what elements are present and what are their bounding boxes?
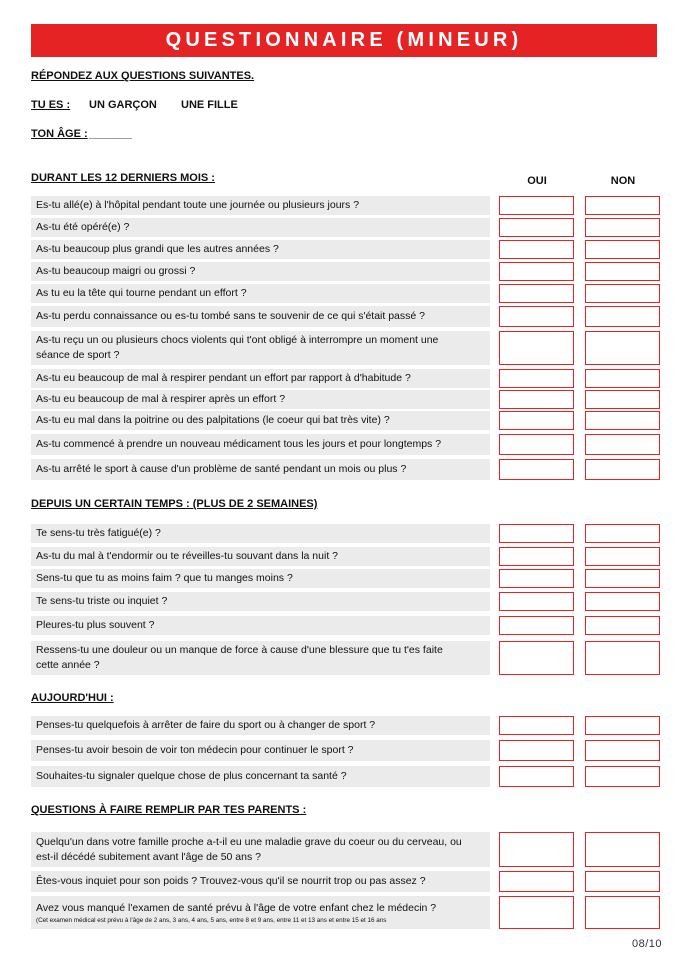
answer-no-checkbox[interactable] <box>585 196 660 215</box>
answer-yes-checkbox[interactable] <box>499 547 574 566</box>
answer-yes-checkbox[interactable] <box>499 459 574 480</box>
question-row: Te sens-tu triste ou inquiet ? <box>31 592 490 611</box>
answer-yes-checkbox[interactable] <box>499 832 574 867</box>
instructions-heading: RÉPONDEZ AUX QUESTIONS SUIVANTES. <box>31 70 255 82</box>
answer-yes-checkbox[interactable] <box>499 569 574 588</box>
question-row: Sens-tu que tu as moins faim ? que tu manges moins ? <box>31 569 490 588</box>
question-row: As-tu eu beaucoup de mal à respirer pendant un effort par rapport à d'habitude ? <box>31 369 490 388</box>
question-row: As-tu beaucoup plus grandi que les autres années ? <box>31 240 490 259</box>
question-row: Te sens-tu très fatigué(e) ? <box>31 524 490 543</box>
section-heading-recent: DEPUIS UN CERTAIN TEMPS : (PLUS DE 2 SEMAINES) <box>31 498 318 510</box>
exam-note: (Cet examen médical est prévu à l'âge de 2 ans, 3 ans, 4 ans, 5 ans, entre 8 et 9 ans, entre 11 et 13 ans et entre 15 et 16 ans <box>36 916 387 924</box>
answer-yes-checkbox[interactable] <box>499 896 574 929</box>
question-row: Pleures-tu plus souvent ? <box>31 616 490 635</box>
age-label: TON ÂGE : <box>31 128 88 140</box>
question-row: Êtes-vous inquiet pour son poids ? Trouvez-vous qu'il se nourrit trop ou pas assez ? <box>31 871 490 892</box>
answer-yes-checkbox[interactable] <box>499 196 574 215</box>
answer-yes-checkbox[interactable] <box>499 766 574 787</box>
question-row: As-tu arrêté le sport à cause d'un problème de santé pendant un mois ou plus ? <box>31 459 490 480</box>
answer-no-checkbox[interactable] <box>585 871 660 892</box>
answer-yes-checkbox[interactable] <box>499 262 574 281</box>
answer-no-checkbox[interactable] <box>585 766 660 787</box>
gender-option-boy[interactable]: UN GARÇON <box>89 99 157 111</box>
gender-option-girl[interactable]: UNE FILLE <box>181 99 238 111</box>
answer-no-checkbox[interactable] <box>585 592 660 611</box>
answer-no-checkbox[interactable] <box>585 896 660 929</box>
answer-no-checkbox[interactable] <box>585 390 660 409</box>
answer-yes-checkbox[interactable] <box>499 434 574 455</box>
answer-no-checkbox[interactable] <box>585 240 660 259</box>
answer-yes-checkbox[interactable] <box>499 524 574 543</box>
question-row: Ressens-tu une douleur ou un manque de force à cause d'une blessure que tu t'es faite cette année ? <box>31 641 490 675</box>
question-row: As-tu reçu un ou plusieurs chocs violents qui t'ont obligé à interrompre un moment une séance de sport ? <box>31 331 490 365</box>
column-header-yes: OUI <box>527 175 547 187</box>
answer-no-checkbox[interactable] <box>585 716 660 735</box>
answer-no-checkbox[interactable] <box>585 740 660 761</box>
question-row: As-tu du mal à t'endormir ou te réveilles-tu souvant dans la nuit ? <box>31 547 490 566</box>
answer-no-checkbox[interactable] <box>585 434 660 455</box>
gender-label: TU ES : <box>31 99 71 111</box>
question-row: Avez vous manqué l'examen de santé prévu à l'âge de votre enfant chez le médecin ? (Cet examen médical est prévu à l'âge de 2 ans, 3 ans, 4 ans, 5 ans, entre 8 et 9 ans, entre 11 et 13 ans et entre 15 et 16 ans <box>31 896 490 929</box>
question-row: Souhaites-tu signaler quelque chose de plus concernant ta santé ? <box>31 766 490 787</box>
answer-yes-checkbox[interactable] <box>499 331 574 365</box>
age-field[interactable]: _______ <box>89 128 132 140</box>
answer-yes-checkbox[interactable] <box>499 218 574 237</box>
answer-yes-checkbox[interactable] <box>499 616 574 635</box>
question-row: As-tu été opéré(e) ? <box>31 218 490 237</box>
question-row: As tu eu la tête qui tourne pendant un effort ? <box>31 284 490 303</box>
answer-yes-checkbox[interactable] <box>499 411 574 430</box>
answer-yes-checkbox[interactable] <box>499 716 574 735</box>
answer-no-checkbox[interactable] <box>585 569 660 588</box>
answer-yes-checkbox[interactable] <box>499 740 574 761</box>
question-row: As-tu perdu connaissance ou es-tu tombé sans te souvenir de ce qui s'était passé ? <box>31 306 490 327</box>
section-heading-today: AUJOURD'HUI : <box>31 692 114 704</box>
column-header-no: NON <box>610 175 636 187</box>
section-heading-12-months: DURANT LES 12 DERNIERS MOIS : <box>31 172 215 184</box>
question-row: Es-tu allé(e) à l'hôpital pendant toute une journée ou plusieurs jours ? <box>31 196 490 215</box>
answer-yes-checkbox[interactable] <box>499 284 574 303</box>
answer-no-checkbox[interactable] <box>585 832 660 867</box>
answer-yes-checkbox[interactable] <box>499 390 574 409</box>
answer-no-checkbox[interactable] <box>585 459 660 480</box>
answer-no-checkbox[interactable] <box>585 547 660 566</box>
question-row: As-tu eu beaucoup de mal à respirer après un effort ? <box>31 390 490 409</box>
answer-no-checkbox[interactable] <box>585 524 660 543</box>
page-title: QUESTIONNAIRE (MINEUR) <box>165 29 523 51</box>
question-row: As-tu beaucoup maigri ou grossi ? <box>31 262 490 281</box>
answer-no-checkbox[interactable] <box>585 411 660 430</box>
answer-no-checkbox[interactable] <box>585 369 660 388</box>
title-banner <box>31 24 657 57</box>
page-number: 08/10 <box>631 938 662 950</box>
question-row: As-tu eu mal dans la poitrine ou des palpitations (le coeur qui bat très vite) ? <box>31 411 490 430</box>
answer-no-checkbox[interactable] <box>585 218 660 237</box>
answer-yes-checkbox[interactable] <box>499 871 574 892</box>
answer-no-checkbox[interactable] <box>585 641 660 675</box>
answer-yes-checkbox[interactable] <box>499 641 574 675</box>
question-row: Penses-tu quelquefois à arrêter de faire du sport ou à changer de sport ? <box>31 716 490 735</box>
answer-no-checkbox[interactable] <box>585 306 660 327</box>
answer-yes-checkbox[interactable] <box>499 306 574 327</box>
answer-yes-checkbox[interactable] <box>499 369 574 388</box>
answer-yes-checkbox[interactable] <box>499 592 574 611</box>
section-heading-parents: QUESTIONS À FAIRE REMPLIR PAR TES PARENTS : <box>31 804 307 816</box>
answer-yes-checkbox[interactable] <box>499 240 574 259</box>
question-row: As-tu commencé à prendre un nouveau médicament tous les jours et pour longtemps ? <box>31 434 490 455</box>
answer-no-checkbox[interactable] <box>585 331 660 365</box>
question-row: Penses-tu avoir besoin de voir ton médecin pour continuer le sport ? <box>31 740 490 761</box>
answer-no-checkbox[interactable] <box>585 262 660 281</box>
question-row: Quelqu'un dans votre famille proche a-t-il eu une maladie grave du coeur ou du cerveau, ou est-il décédé subitement avant l'âge de 50 ans ? <box>31 832 490 867</box>
answer-no-checkbox[interactable] <box>585 284 660 303</box>
answer-no-checkbox[interactable] <box>585 616 660 635</box>
